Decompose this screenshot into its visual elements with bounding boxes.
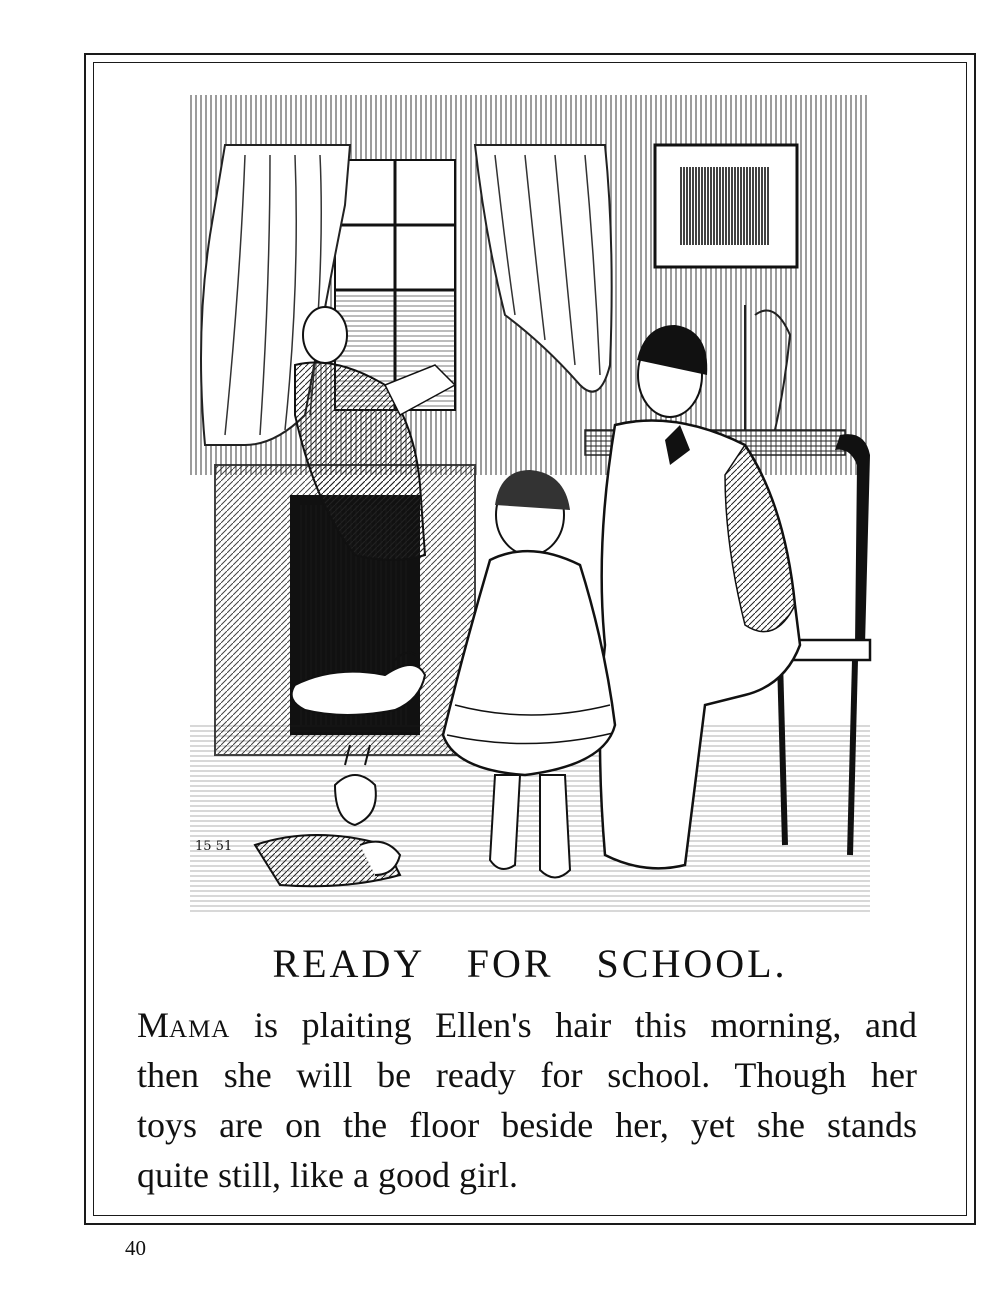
body-line: quite still, like a good girl. (137, 1155, 518, 1195)
body-line (137, 1000, 917, 1050)
body-line: then she will be ready for school. Though her (137, 1055, 917, 1095)
body-line-text: is plaiting Ellen's hair this morning, and (230, 1005, 917, 1045)
page-number: 40 (125, 1236, 146, 1260)
lead-capital: M (137, 1005, 170, 1045)
body-line: toys are on the floor beside her, yet she stands (137, 1105, 917, 1145)
body-paragraph (137, 1000, 917, 1200)
illustration-signature: 15 51 (195, 839, 233, 854)
engraved-illustration (185, 85, 875, 920)
page-title: READY FOR SCHOOL. (272, 941, 788, 986)
wall-picture (655, 145, 797, 267)
lead-word-rest: ama (169, 1005, 231, 1045)
